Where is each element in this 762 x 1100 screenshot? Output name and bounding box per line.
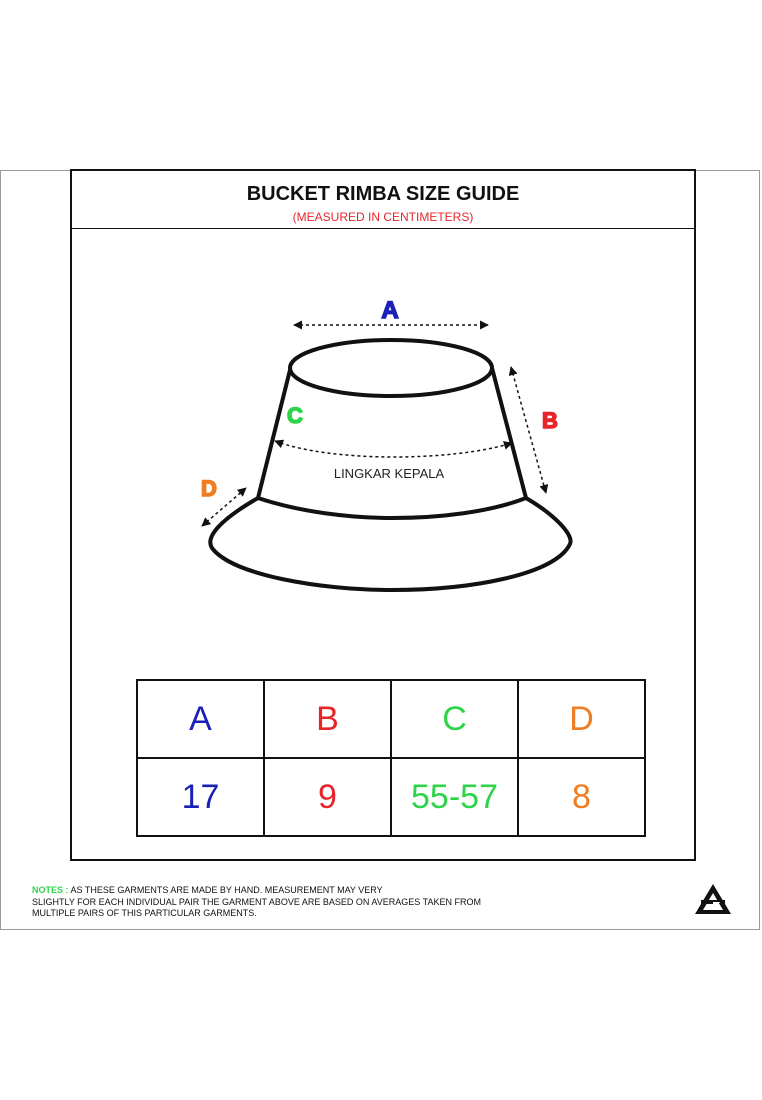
header-cell-a: A [137,680,264,758]
header-cell-c: C [391,680,518,758]
label-head-circumference: LINGKAR KEPALA [333,466,445,481]
label-c: C [287,403,303,428]
value-cell-c: 55-57 [391,758,518,836]
header-cell-b: B [264,680,391,758]
label-b: B [542,408,558,433]
header-cell-d: D [518,680,645,758]
value-cell-b: 9 [264,758,391,836]
notes-line-2: SLIGHTLY FOR EACH INDIVIDUAL PAIR THE GARMENT ABOVE ARE BASED ON AVERAGES TAKEN FROM [32,896,481,907]
notes [32,885,552,920]
arrow-c [275,441,512,457]
notes-label: NOTES : [32,885,69,895]
value-cell-d: 8 [518,758,645,836]
arrow-b [511,367,546,493]
guide-title: BUCKET RIMBA SIZE GUIDE [246,183,520,205]
label-d: D [201,476,217,501]
notes-line-3: MULTIPLE PAIRS OF THIS PARTICULAR GARMENTS. [32,908,257,918]
hat-top [290,340,492,396]
guide-subtitle: (MEASURED IN CENTIMETERS) [292,210,474,224]
size-table [136,679,646,837]
label-a: A [381,297,399,324]
notes-text-1: AS THESE GARMENTS ARE MADE BY HAND. MEASUREMENT MAY VERY [70,885,383,895]
hat-brim [210,498,570,590]
table-value-row [137,758,645,836]
table-header-row [137,680,645,758]
triangle-g-logo-icon [693,882,733,916]
value-cell-a: 17 [137,758,264,836]
notes-line-1 [32,885,552,897]
